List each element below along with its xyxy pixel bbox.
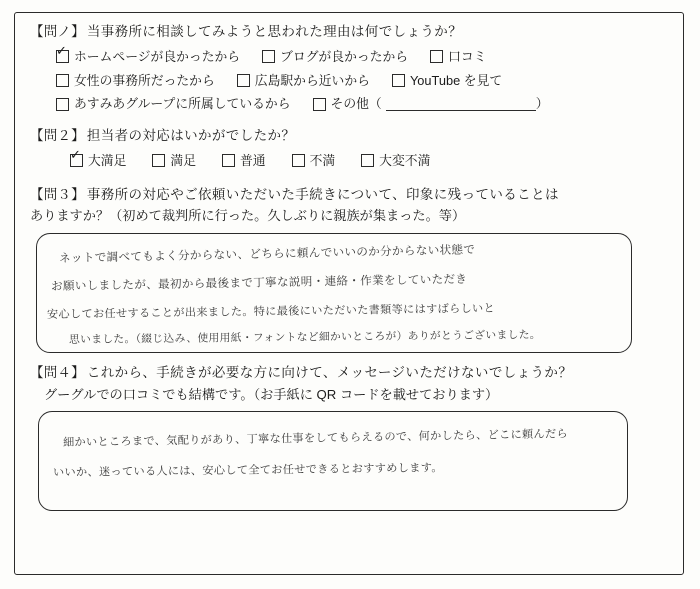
survey-content <box>30 22 670 570</box>
option-label: 普通 <box>239 152 266 168</box>
option-very-satisfied[interactable] <box>70 149 126 173</box>
question-1-options-row-2 <box>56 69 670 93</box>
question-1-block <box>30 22 670 116</box>
question-1-options-row-3 <box>56 92 670 116</box>
option-dissatisfied[interactable] <box>292 149 336 173</box>
question-2-text: 担当者の対応はいかがでしたか？ <box>86 127 296 143</box>
checkbox-icon[interactable] <box>262 50 275 63</box>
checkbox-icon[interactable] <box>56 74 69 87</box>
checkbox-checked-icon[interactable] <box>56 50 69 63</box>
option-label: 広島駅から近いから <box>254 72 370 88</box>
question-2-label: 【問２】 <box>30 127 85 143</box>
question-4-text-line2: グーグルでの口コミでも結構です。（お手紙に QR コードを載せております） <box>44 386 499 402</box>
other-close-paren: ） <box>535 96 549 112</box>
option-blog[interactable] <box>262 45 408 69</box>
question-1-text: 当事務所に相談してみようと思われた理由は何でしょうか？ <box>86 24 463 39</box>
checkbox-icon[interactable] <box>222 154 235 167</box>
handwritten-line: 思いました。（綴じ込み、使用用紙・フォントなど細かいところが）ありがとうございました。 <box>68 327 541 346</box>
checkbox-checked-icon[interactable] <box>70 154 83 167</box>
checkbox-icon[interactable] <box>392 74 405 87</box>
option-very-dissatisfied[interactable] <box>361 149 430 173</box>
option-near-station[interactable] <box>237 69 370 93</box>
option-female-office[interactable] <box>56 69 215 93</box>
other-write-in-field[interactable] <box>386 98 536 111</box>
question-2-options <box>70 149 670 173</box>
option-label: 大変不満 <box>379 152 431 168</box>
question-4-block <box>30 363 670 511</box>
handwritten-line: 安心してお任せすることが出来ました。特に最後にいただいた書類等にはすばらしいと <box>46 301 496 321</box>
option-label: 女性の事務所だったから <box>74 72 215 88</box>
question-3-label: 【問３】 <box>30 186 85 202</box>
option-satisfied[interactable] <box>152 149 196 173</box>
option-label: あすみあグループに所属しているから <box>74 96 291 112</box>
option-youtube[interactable] <box>392 69 502 93</box>
checkbox-icon[interactable] <box>56 98 69 111</box>
question-4-heading <box>30 363 670 384</box>
question-1-options-row-1 <box>56 45 670 69</box>
handwritten-line: 細かいところまで、気配りがあり、丁寧な仕事をしてもらえるので、何かしたら、どこに頼んだら <box>62 426 569 449</box>
option-group-member[interactable] <box>56 92 291 116</box>
question-3-text-line2: ありますか？（初めて裁判所に行った。久しぶりに親族が集まった。等） <box>30 208 466 224</box>
question-4-label: 【問４】 <box>30 364 85 380</box>
question-3-heading <box>30 185 670 206</box>
option-word-of-mouth[interactable] <box>430 45 486 69</box>
option-label: ブログが良かったから <box>280 48 409 64</box>
question-1-label: 【問ノ】 <box>30 24 85 39</box>
option-label: その他（ <box>330 96 382 112</box>
question-3-block <box>30 185 670 353</box>
checkbox-icon[interactable] <box>361 154 374 167</box>
checkbox-icon[interactable] <box>152 154 165 167</box>
option-label: 大満足 <box>88 152 127 168</box>
option-label: 満足 <box>170 152 196 168</box>
question-3-answer-box[interactable] <box>36 233 632 353</box>
question-3-text: 事務所の対応やご依頼いただいた手続きについて、印象に残っていることは <box>86 186 559 202</box>
question-4-text: これから、手続きが必要な方に向けて、メッセージいただけないでしょうか？ <box>86 364 573 380</box>
question-4-answer-box[interactable] <box>38 411 628 511</box>
option-label: YouTube を見て <box>409 72 503 88</box>
handwritten-line: お願いしましたが、最初から最後まで丁寧な説明・連絡・作業をしていただき <box>50 271 468 293</box>
question-2-heading <box>30 126 670 147</box>
handwritten-line: ネットで調べてもよく分からない、どちらに頼んでいいのか分からない状態で <box>58 241 476 265</box>
checkbox-icon[interactable] <box>237 74 250 87</box>
checkbox-icon[interactable] <box>292 154 305 167</box>
question-1-options <box>56 45 670 116</box>
option-normal[interactable] <box>222 149 266 173</box>
option-label: 不満 <box>309 152 336 168</box>
question-2-block <box>30 126 670 173</box>
question-2-options-row <box>70 149 670 173</box>
question-1-heading <box>30 22 670 43</box>
option-homepage[interactable] <box>56 45 240 69</box>
checkbox-icon[interactable] <box>313 98 326 111</box>
handwritten-line: いいか、迷っている人には、安心して全てお任せできるとおすすめします。 <box>52 460 443 479</box>
option-other[interactable] <box>313 92 549 116</box>
option-label: ホームページが良かったから <box>74 48 241 64</box>
option-label: 口コミ <box>448 48 487 64</box>
checkbox-icon[interactable] <box>430 50 443 63</box>
